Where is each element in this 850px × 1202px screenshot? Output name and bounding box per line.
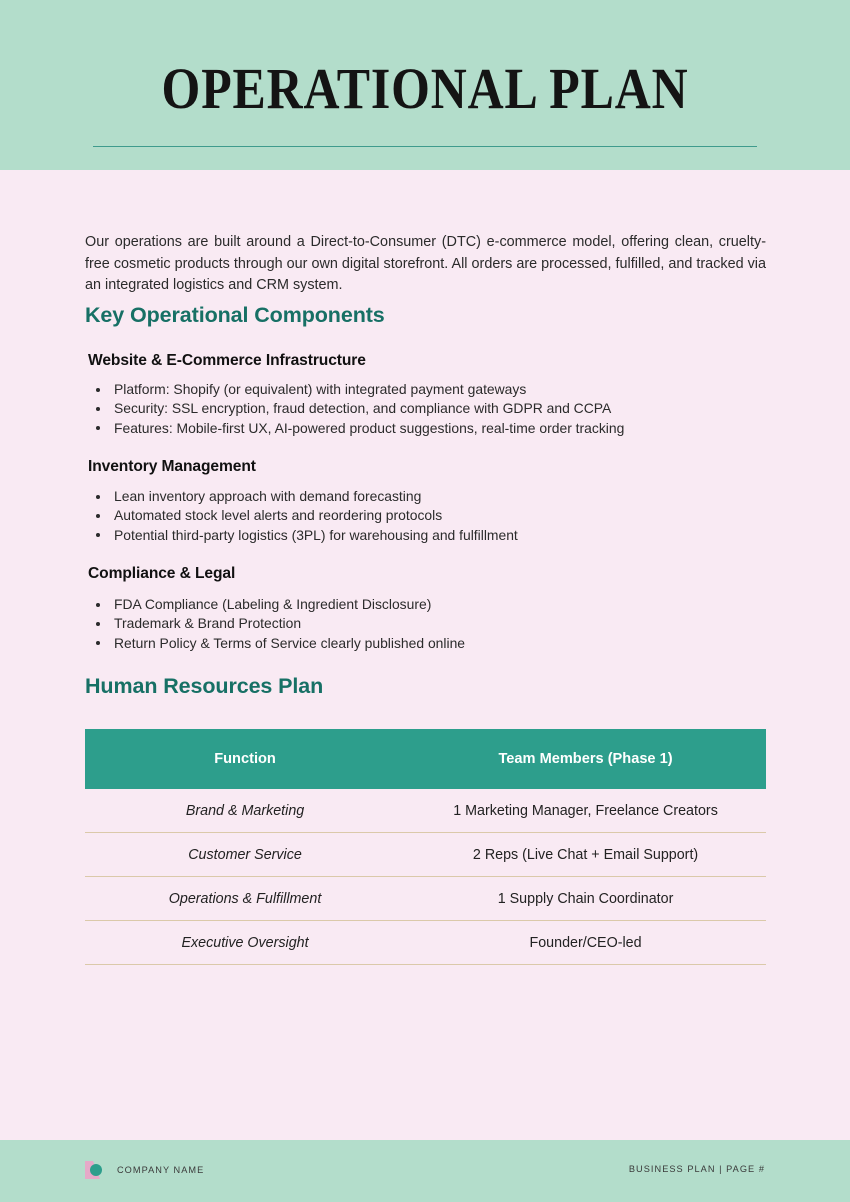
cell-team-members: Founder/CEO-led [405, 921, 766, 965]
list-item: Security: SSL encryption, fraud detection, and compliance with GDPR and CCPA [88, 399, 778, 418]
bullet-list-inventory [88, 487, 778, 545]
list-item: Automated stock level alerts and reordering protocols [88, 506, 778, 525]
cell-team-members: 1 Supply Chain Coordinator [405, 877, 766, 921]
footer-company-name: COMPANY NAME [117, 1164, 205, 1175]
cell-team-members: 2 Reps (Live Chat + Email Support) [405, 833, 766, 877]
table-row [85, 833, 766, 877]
list-item: Platform: Shopify (or equivalent) with integrated payment gateways [88, 380, 778, 399]
section-heading-human-resources-plan: Human Resources Plan [85, 674, 324, 698]
list-item: Features: Mobile-first UX, AI-powered product suggestions, real-time order tracking [88, 419, 778, 438]
page-header-band [0, 0, 850, 170]
table-row [85, 877, 766, 921]
list-item: Return Policy & Terms of Service clearly published online [88, 634, 778, 653]
cell-function: Operations & Fulfillment [85, 877, 405, 921]
sub-heading-inventory-management: Inventory Management [88, 458, 256, 475]
sub-heading-compliance-legal: Compliance & Legal [88, 565, 236, 582]
table-row [85, 921, 766, 965]
page-footer-band [0, 1140, 850, 1202]
table-header-row [85, 729, 766, 789]
intro-paragraph: Our operations are built around a Direct-to-Consumer (DTC) e-commerce model, offering clean, cruelty-free cosmetic products through our own digital storefront. All orders are processed, fulfilled, and tracked via an integrated logistics and CRM system. [85, 234, 766, 294]
page-title: OPERATIONAL PLAN [161, 56, 689, 121]
cell-function: Customer Service [85, 833, 405, 877]
logo-circle-shape [90, 1164, 102, 1176]
list-item: Lean inventory approach with demand forecasting [88, 487, 778, 506]
title-divider-rule [93, 146, 757, 147]
sub-heading-website-ecommerce: Website & E-Commerce Infrastructure [88, 352, 366, 369]
bullet-list-website [88, 380, 778, 438]
cell-function: Brand & Marketing [85, 789, 405, 833]
bullet-list-compliance [88, 595, 778, 653]
human-resources-table [85, 729, 766, 965]
column-header-team-members: Team Members (Phase 1) [405, 729, 766, 789]
footer-branding [85, 1160, 204, 1179]
table-row [85, 789, 766, 833]
footer-page-meta: BUSINESS PLAN | PAGE # [628, 1164, 765, 1174]
table-body [85, 789, 766, 965]
list-item: Trademark & Brand Protection [88, 614, 778, 633]
list-item: Potential third-party logistics (3PL) for warehousing and fulfillment [88, 526, 778, 545]
brand-logo-icon [85, 1160, 108, 1179]
table-header [85, 729, 766, 789]
cell-function: Executive Oversight [85, 921, 405, 965]
section-heading-key-operational-components: Key Operational Components [85, 303, 385, 327]
list-item: FDA Compliance (Labeling & Ingredient Disclosure) [88, 595, 778, 614]
cell-team-members: 1 Marketing Manager, Freelance Creators [405, 789, 766, 833]
column-header-function: Function [85, 729, 405, 789]
